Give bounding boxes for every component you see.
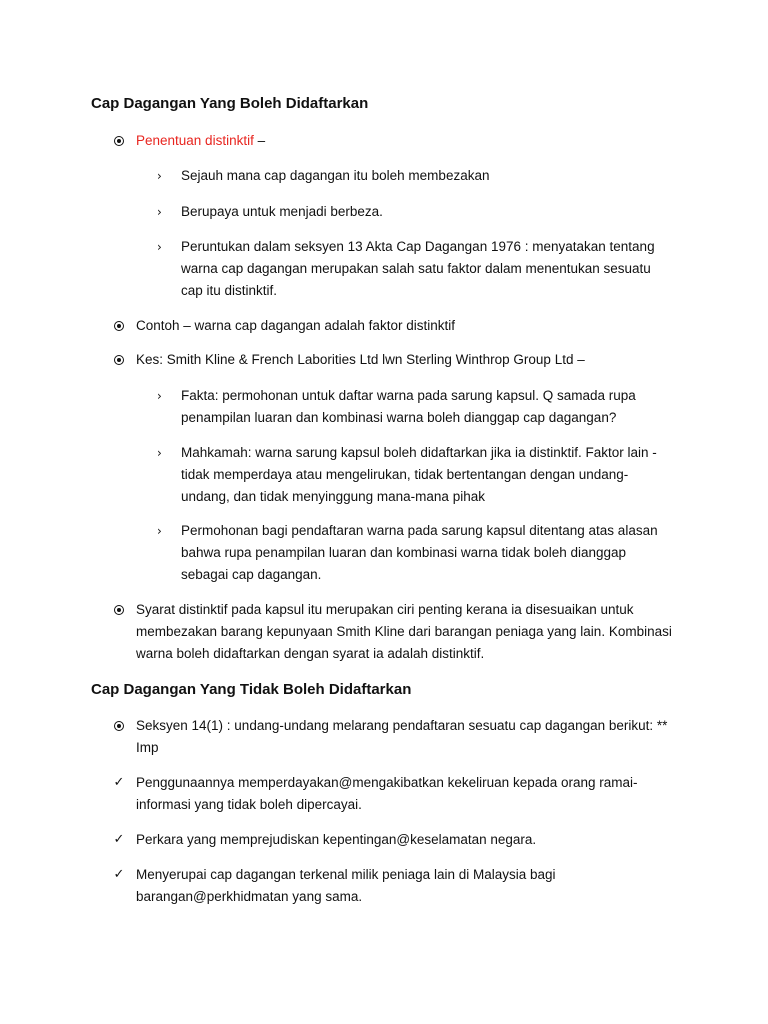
list-item-text-line: Seksyen 14(1) : undang-undang melarang pendaftaran sesuatu cap dagangan berikut: ** <box>136 718 668 733</box>
check-item-text-line: informasi yang tidak boleh dipercayai. <box>136 797 362 812</box>
list-item-syarat <box>0 599 768 665</box>
sub-item-fakta <box>0 385 768 429</box>
radio-bullet-icon <box>112 349 126 371</box>
penentuan-label: Penentuan distinktif <box>136 133 254 148</box>
chevron-right-icon: › <box>157 169 162 183</box>
penentuan-suffix: – <box>253 133 266 148</box>
chevron-right-icon: › <box>157 240 162 254</box>
chevron-right-icon: › <box>157 524 162 538</box>
check-item-penggunaannya <box>0 772 768 816</box>
sub-item-text-line: bahwa rupa penampilan luaran dan kombinasi warna tidak boleh dianggap <box>181 545 627 560</box>
list-item-contoh <box>0 315 768 337</box>
chevron-right-icon: › <box>157 389 162 403</box>
chevron-right-icon: › <box>157 205 162 219</box>
sub-item-text-line: sebagai cap dagangan. <box>181 567 322 582</box>
sub-item-mahkamah <box>0 442 768 508</box>
list-item-text-line: Syarat distinktif pada kapsul itu merupakan ciri penting kerana ia disesuaikan untuk <box>136 602 634 617</box>
list-item-text: Kes: Smith Kline & French Laborities Ltd lwn Sterling Winthrop Group Ltd – <box>136 352 585 367</box>
list-item-text-line: warna boleh didaftarkan dengan syarat ia adalah distinktif. <box>136 646 485 661</box>
sub-item-text-line: undang, dan tidak menyinggung mana-mana pihak <box>181 489 485 504</box>
check-item-text-line: barangan@perkhidmatan yang sama. <box>136 889 363 904</box>
sub-item-text-line: Mahkamah: warna sarung kapsul boleh didaftarkan jika ia distinktif. Faktor lain - <box>181 445 657 460</box>
sub-item-text-line: warna cap dagangan merupakan salah satu faktor dalam menentukan sesuatu <box>181 261 651 276</box>
list-item-text-line: Imp <box>136 740 159 755</box>
radio-bullet-icon <box>112 715 126 737</box>
sub-item-permohonan <box>0 520 768 586</box>
check-item-text-line: Perkara yang memprejudiskan kepentingan@keselamatan negara. <box>136 832 537 847</box>
list-item-text: Contoh – warna cap dagangan adalah faktor distinktif <box>136 318 455 333</box>
sub-item-sejauh <box>0 165 768 187</box>
sub-item-text-line: tidak memperdaya atau mengelirukan, tidak bertentangan dengan undang- <box>181 467 629 482</box>
section-heading-boleh: Cap Dagangan Yang Boleh Didaftarkan <box>91 95 369 112</box>
sub-item-text-line: Permohonan bagi pendaftaran warna pada sarung kapsul ditentang atas alasan <box>181 523 658 538</box>
radio-bullet-icon <box>112 130 126 152</box>
chevron-right-icon: › <box>157 446 162 460</box>
sub-item-text: Berupaya untuk menjadi berbeza. <box>181 204 383 219</box>
check-mark-icon: ✓ <box>113 775 125 790</box>
check-mark-icon: ✓ <box>113 832 125 847</box>
check-item-text-line: Menyerupai cap dagangan terkenal milik peniaga lain di Malaysia bagi <box>136 867 556 882</box>
section-heading-tidak-boleh: Cap Dagangan Yang Tidak Boleh Didaftarkan <box>91 681 412 698</box>
sub-item-text-line: cap itu distinktif. <box>181 283 278 298</box>
radio-bullet-icon <box>112 599 126 621</box>
radio-bullet-icon <box>112 315 126 337</box>
list-item-kes <box>0 349 768 371</box>
sub-item-text: Sejauh mana cap dagangan itu boleh membezakan <box>181 168 490 183</box>
list-item-penentuan <box>0 130 768 152</box>
sub-item-berupaya <box>0 201 768 223</box>
check-item-menyerupai <box>0 864 768 908</box>
sub-item-text-line: Fakta: permohonan untuk daftar warna pada sarung kapsul. Q samada rupa <box>181 388 636 403</box>
list-item-seksyen <box>0 715 768 759</box>
check-mark-icon: ✓ <box>113 867 125 882</box>
sub-item-peruntukan <box>0 236 768 302</box>
sub-item-text-line: Peruntukan dalam seksyen 13 Akta Cap Dagangan 1976 : menyatakan tentang <box>181 239 655 254</box>
check-item-text-line: Penggunaannya memperdayakan@mengakibatkan kekeliruan kepada orang ramai- <box>136 775 638 790</box>
sub-item-text-line: penampilan luaran dan kombinasi warna boleh dianggap cap dagangan? <box>181 410 617 425</box>
check-item-perkara <box>0 829 768 851</box>
list-item-text-line: membezakan barang kepunyaan Smith Kline dari barangan peniaga yang lain. Kombinasi <box>136 624 672 639</box>
